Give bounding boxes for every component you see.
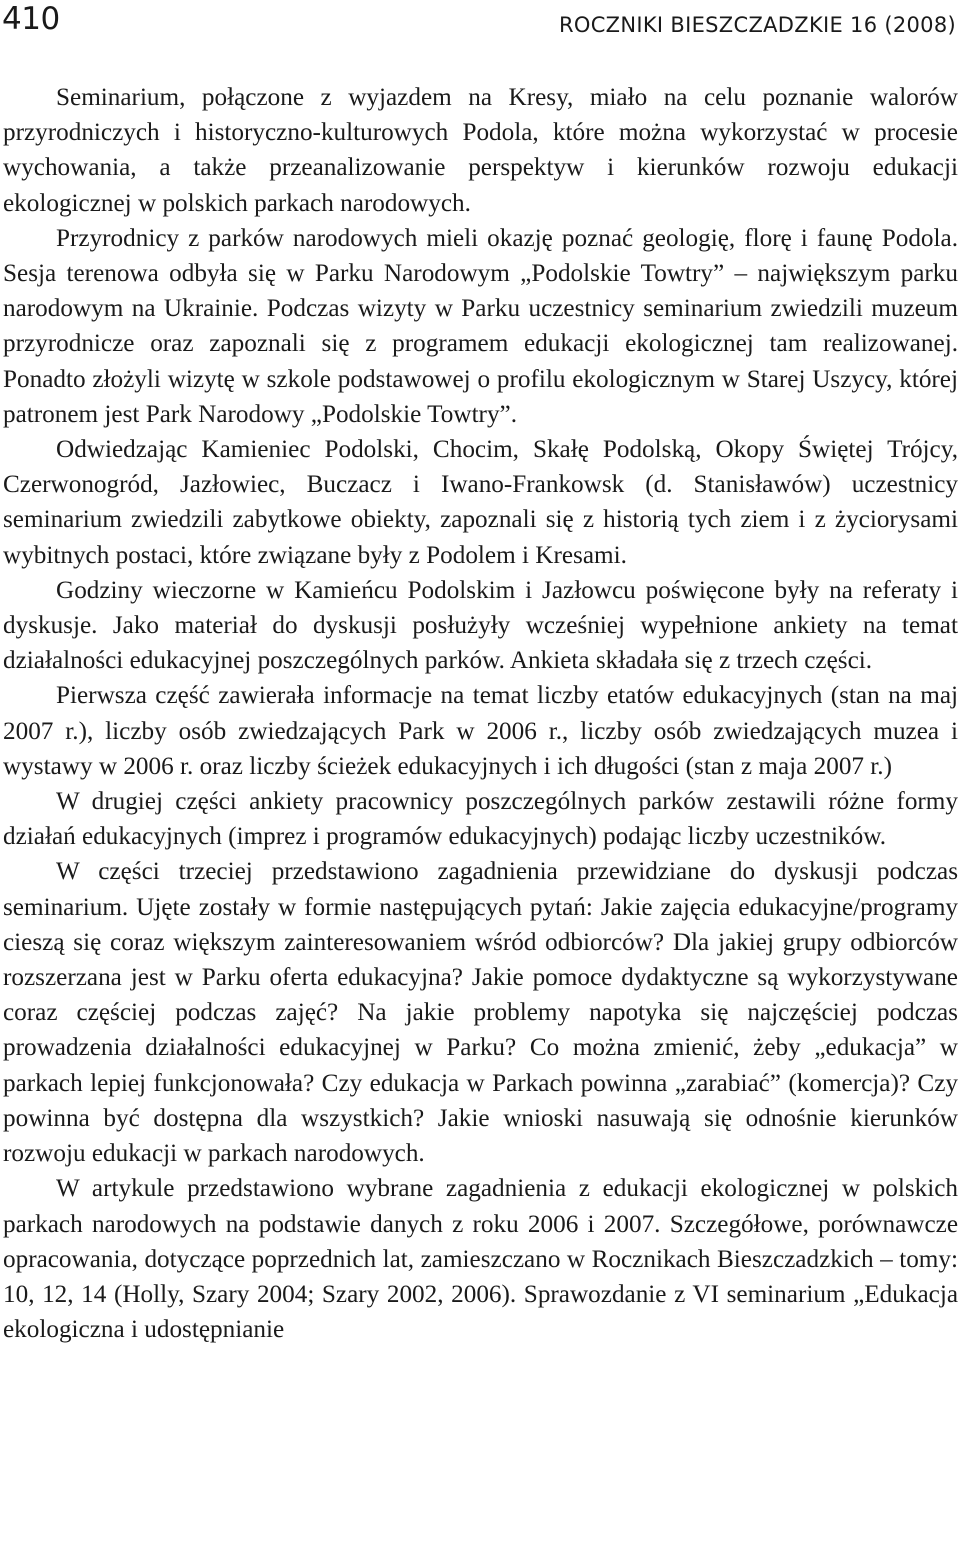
running-head: ROCZNIKI BIESZCZADZKIE 16 (2008) [558, 13, 956, 37]
paragraph: Przyrodnicy z parków narodowych mieli okazję poznać geologię, florę i faunę Podola. Sesja terenowa odbyła się w Parku Narodowym „Podolskie Towtry” – największym parku narodowym na Ukrainie. Podczas wizyty w Parku uczestnicy seminarium zwiedzili muzeum przyrodnicze oraz zapoznali się z programem edukacji ekologicznej tam realizowanej. Ponadto złożyli wizytę w szkole podstawowej o profilu ekologicznym w Starej Uszycy, której patronem jest Park Narodowy „Podolskie Towtry”. [3, 224, 958, 428]
paragraph: W części trzeciej przedstawiono zagadnienia przewidziane do dyskusji podczas seminarium. Ujęte zostały w formie następujących pytań: Jakie zajęcia edukacyjne/programy cieszą się coraz większym zainteresowaniem wśród odbiorców? Dla jakiej grupy odbiorców rozszerzana jest w Parku oferta edukacyjna? Jakie pomoce dydaktyczne są wykorzystywane coraz częściej podczas zajęć? Na jakie problemy napotyka się najczęściej podczas prowadzenia działalności edukacyjnej w Parku? Co można zmienić, żeby „edukacja” w parkach lepiej funkcjonowała? Czy edukacja w Parkach powinna „zarabiać” (komercja)? Czy powinna być dostępna dla wszystkich? Jakie wnioski nasuwają się odnośnie kierunków rozwoju edukacji w parkach narodowych. [3, 858, 958, 1168]
paragraph: Godziny wieczorne w Kamieńcu Podolskim i Jazłowcu poświęcone były na referaty i dyskusje. Jako materiał do dyskusji posłużyły wcześniej wypełnione ankiety na temat działalności edukacyjnej poszczególnych parków. Ankieta składała się z trzech części. [3, 576, 958, 675]
paragraph: W artykule przedstawiono wybrane zagadnienia z edukacji ekologicznej w polskich parkach narodowych na podstawie danych z roku 2006 i 2007. Szczegółowe, porównawcze opracowania, dotyczące poprzednich lat, zamieszczano w Rocznikach Bieszczadzkich – tomy: 10, 12, 14 (Holly, Szary 2004; Szary 2002, 2006). Sprawozdanie z VI seminarium „Edukacja ekologiczna i udostępnianie [3, 1175, 958, 1344]
paragraph: Odwiedzając Kamieniec Podolski, Chocim, Skałę Podolską, Okopy Świętej Trójcy, Czerwonogród, Jazłowiec, Buczacz i Iwano-Frankowsk (d. Stanisławów) uczestnicy seminarium zwiedzili zabytkowe obiekty, zapoznali się z historią tych ziem i z życiorysami wybitnych postaci, które związane były z Podolem i Kresami. [3, 436, 958, 569]
page-header [0, 0, 960, 44]
paragraph: Pierwsza część zawierała informacje na temat liczby etatów edukacyjnych (stan na maj 2007 r.), liczby osób zwiedzających Park w 2006 r., liczby osób zwiedzających muzea i wystawy w 2006 r. oraz liczby ścieżek edukacyjnych i ich długości (stan z maja 2007 r.) [3, 682, 958, 780]
paragraph: Seminarium, połączone z wyjazdem na Kresy, miało na celu poznanie walorów przyrodniczych i historyczno-kulturowych Podola, które można wykorzystać w procesie wychowania, a także przeanalizowanie perspektyw i kierunków rozwoju edukacji ekologicznej w polskich parkach narodowych. [3, 84, 958, 217]
article-body [3, 80, 958, 1347]
page-number: 410 [2, 1, 60, 37]
paragraph: W drugiej części ankiety pracownicy poszczególnych parków zestawili różne formy działań edukacyjnych (imprez i programów edukacyjnych) podając liczby uczestników. [3, 788, 958, 851]
